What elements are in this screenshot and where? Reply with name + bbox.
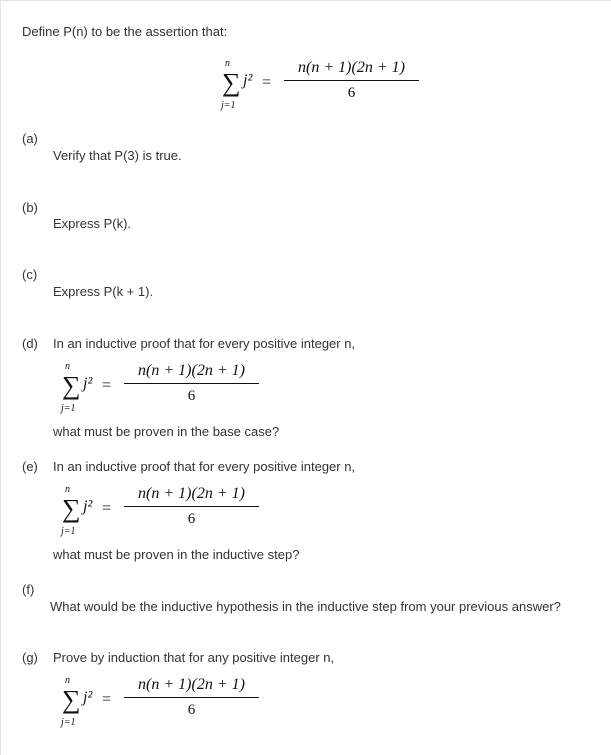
- part-c-text: Express P(k + 1).: [53, 284, 154, 299]
- part-d-followup: what must be proven in the base case?: [53, 424, 280, 439]
- part-a-text: Verify that P(3) is true.: [53, 148, 182, 163]
- part-b-label: (b): [22, 200, 38, 215]
- part-d-text: In an inductive proof that for every positive integer n,: [53, 336, 356, 351]
- intro-text: Define P(n) to be the assertion that:: [22, 24, 228, 39]
- fraction-bar: [124, 506, 259, 507]
- part-a-label: (a): [22, 131, 38, 146]
- sum-lower-limit: j=1: [61, 717, 76, 728]
- part-d-label: (d): [22, 336, 38, 351]
- summation-symbol: ∑: [62, 685, 81, 714]
- part-e-followup: what must be proven in the inductive step?: [53, 547, 300, 562]
- sum-lower-limit: j=1: [61, 403, 76, 414]
- part-b-text: Express P(k).: [53, 216, 132, 231]
- sum-term: j²: [83, 498, 93, 515]
- sum-upper-limit: n: [65, 675, 70, 686]
- fraction: [124, 484, 259, 528]
- fraction: [124, 361, 259, 405]
- sum-lower-limit: j=1: [221, 100, 236, 111]
- fraction-denominator: 6: [347, 85, 356, 101]
- part-f-text: What would be the inductive hypothesis in the inductive step from your previous answer?: [50, 599, 561, 614]
- sum-term: j²: [243, 72, 253, 89]
- formula-main: [221, 58, 422, 111]
- fraction-denominator: 6: [187, 702, 196, 718]
- equals-sign: =: [102, 377, 112, 394]
- fraction: [284, 58, 419, 102]
- part-c-label: (c): [22, 267, 38, 282]
- part-g-label: (g): [22, 650, 38, 665]
- fraction-bar: [284, 80, 419, 81]
- fraction-numerator: n(n + 1)(2n + 1): [138, 362, 245, 379]
- equals-sign: =: [262, 74, 272, 91]
- fraction-numerator: n(n + 1)(2n + 1): [138, 485, 245, 502]
- fraction-bar: [124, 383, 259, 384]
- equals-sign: =: [102, 691, 112, 708]
- fraction-numerator: n(n + 1)(2n + 1): [138, 676, 245, 693]
- fraction-denominator: 6: [187, 388, 196, 404]
- formula-d: [61, 361, 262, 414]
- equals-sign: =: [102, 500, 112, 517]
- part-f-label: (f): [22, 582, 35, 597]
- sum-term: j²: [83, 375, 93, 392]
- part-g-text: Prove by induction that for any positive integer n,: [53, 650, 335, 665]
- summation-symbol: ∑: [62, 371, 81, 400]
- sum-upper-limit: n: [65, 484, 70, 495]
- fraction: [124, 675, 259, 719]
- sum-upper-limit: n: [225, 58, 230, 69]
- sum-lower-limit: j=1: [61, 526, 76, 537]
- fraction-numerator: n(n + 1)(2n + 1): [298, 59, 405, 76]
- summation-symbol: ∑: [222, 68, 241, 97]
- fraction-bar: [124, 697, 259, 698]
- formula-e: [61, 484, 262, 537]
- frame-left-border: [0, 0, 1, 755]
- sum-term: j²: [83, 689, 93, 706]
- frame-top-border: [0, 0, 611, 1]
- sum-upper-limit: n: [65, 361, 70, 372]
- fraction-denominator: 6: [187, 511, 196, 527]
- formula-g: [61, 675, 262, 728]
- part-e-label: (e): [22, 459, 38, 474]
- part-e-text: In an inductive proof that for every positive integer n,: [53, 459, 356, 474]
- summation-symbol: ∑: [62, 494, 81, 523]
